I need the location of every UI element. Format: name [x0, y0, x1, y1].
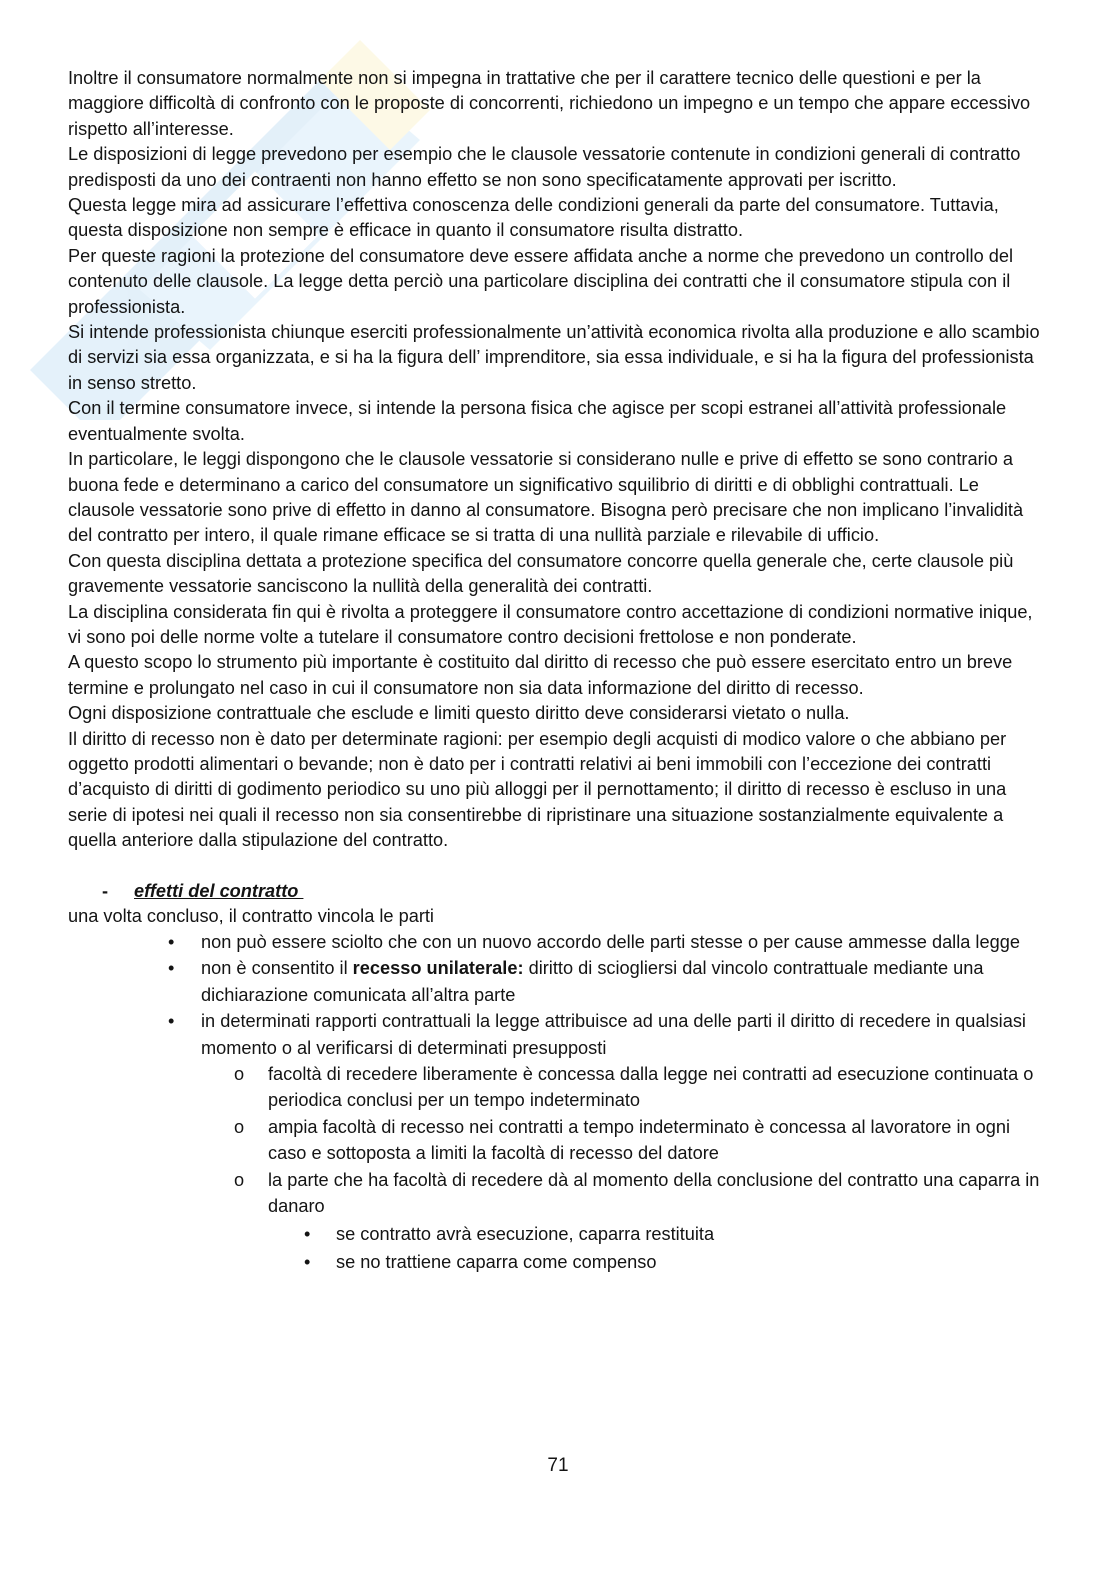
list-item — [68, 955, 1048, 1008]
paragraph: Con il termine consumatore invece, si intende la persona fisica che agisce per scopi estranei all’attività professionale eventualmente svolta. — [68, 398, 1007, 444]
paragraph: Questa legge mira ad assicurare l’effettiva conoscenza delle condizioni generali da parte del consumatore. Tuttavia, questa disposizione non sempre è efficace in quanto il consumatore risulta distratto. — [68, 195, 999, 241]
circle-bullet-icon: o — [234, 1064, 245, 1085]
sub-list-item — [68, 1061, 1048, 1114]
list-item — [68, 1008, 1048, 1061]
bullet-icon: • — [168, 958, 175, 979]
sub-bullet-list — [68, 1061, 1048, 1219]
sub-sub-list-item — [68, 1220, 1048, 1248]
sub-sub-list-item-text: se no trattiene caparra come compenso — [336, 1252, 657, 1273]
sub-sub-list-item — [68, 1248, 1048, 1276]
paragraph: In particolare, le leggi dispongono che le clausole vessatorie si considerano nulle e prive di effetto se sono contrario a buona fede e determinano a carico del consumatore un significativo squilibrio di diritti e di obblighi contrattuali. Le clausole vessatorie sono prive di effetto in danno al consumatore. Bisogna però precisare che non implicano l’invalidità del contratto per intero, il quale rimane efficace se si tratta di una nullità parziale e rilevabile di ufficio. — [68, 449, 1024, 546]
sub-list-item-text: facoltà di recedere liberamente è concessa dalla legge nei contratti ad esecuzione continuata o periodica conclusi per un tempo indeterminato — [268, 1064, 1034, 1111]
section-intro: una volta concluso, il contratto vincola le parti — [68, 905, 434, 926]
document-body — [68, 66, 1048, 1276]
section-heading — [68, 879, 1048, 904]
paragraph: Il diritto di recesso non è dato per determinate ragioni: per esempio degli acquisti di modico valore o che abbiano per oggetto prodotti alimentari o bevande; non è dato per i contratti relativi ai beni immobili con l’eccezione dei contratti d’acquisto di diritti di godimento periodico su uno più alloggi per il pernottamento; il diritto di recesso è escluso in una serie di ipotesi nei quali il recesso non sia consentirebbe di ripristinare una situazione sostanzialmente equivalente a quella anteriore dalla stipulazione del contratto. — [68, 728, 1007, 851]
list-item-text-post: diritto di sciogliersi dal vincolo contrattuale mediante una dichiarazione comunicata all’altra parte — [201, 958, 984, 1005]
circle-bullet-icon: o — [234, 1169, 245, 1190]
bullet-icon: • — [168, 1011, 175, 1032]
list-item-text: non può essere sciolto che con un nuovo accordo delle parti stesse o per cause ammesse dalla legge — [201, 932, 1020, 952]
paragraph: Inoltre il consumatore normalmente non si impegna in trattative che per il carattere tecnico delle questioni e per la maggiore difficoltà di confronto con le proposte di concorrenti, richiedono un impegno e un tempo che appare eccessivo rispetto all’interesse. — [68, 68, 1031, 139]
list-item-bold-term: recesso unilaterale: — [352, 958, 524, 979]
paragraph: A questo scopo lo strumento più importante è costituito dal diritto di recesso che può essere esercitato entro un breve termine e prolungato nel caso in cui il consumatore non sia data informazione del diritto di recesso. — [68, 652, 1013, 698]
list-item — [68, 929, 1048, 955]
sub-list-item — [68, 1114, 1048, 1167]
sub-sub-bullet-list — [68, 1220, 1048, 1276]
page-number: 71 — [547, 1455, 569, 1476]
section-title: effetti del contratto — [134, 880, 304, 901]
bullet-list — [68, 929, 1048, 1061]
circle-bullet-icon: o — [234, 1116, 245, 1137]
paragraph: La disciplina considerata fin qui è rivolta a proteggere il consumatore contro accettazione di condizioni normative inique, vi sono poi delle norme volte a tutelare il consumatore contro decisioni frettolose e non ponderate. — [68, 601, 1033, 647]
bullet-icon: • — [304, 1252, 311, 1273]
bullet-icon: • — [168, 932, 175, 952]
section-dash: - — [102, 880, 109, 901]
paragraph: Ogni disposizione contrattuale che esclude e limiti questo diritto deve considerarsi vietato o nulla. — [68, 703, 850, 724]
paragraph: Per queste ragioni la protezione del consumatore deve essere affidata anche a norme che prevedono un controllo del contenuto delle clausole. La legge detta perciò una particolare disciplina dei contratti che il consumatore stipula con il professionista. — [68, 245, 1014, 317]
paragraph: Con questa disciplina dettata a protezione specifica del consumatore concorre quella generale che, certe clausole più gravemente vessatorie sanciscono la nullità della generalità dei contratti. — [68, 550, 1014, 597]
list-item-text: in determinati rapporti contrattuali la legge attribuisce ad una delle parti il diritto di recedere in qualsiasi momento o al verificarsi di determinati presupposti — [201, 1011, 1026, 1058]
bullet-icon: • — [304, 1224, 311, 1245]
paragraph: Si intende professionista chiunque eserciti professionalmente un’attività economica rivolta alla produzione e allo scambio di servizi sia essa organizzata, e si ha la figura dell’ imprenditore, sia essa individuale, e si ha la figura del professionista in senso stretto. — [68, 322, 1040, 393]
sub-list-item-text: ampia facoltà di recesso nei contratti a tempo indeterminato è concessa al lavoratore in ogni caso e sottoposta a limiti la facoltà di recesso del datore — [268, 1116, 1011, 1164]
sub-sub-list-item-text: se contratto avrà esecuzione, caparra restituita — [336, 1224, 715, 1245]
paragraph: Le disposizioni di legge prevedono per esempio che le clausole vessatorie contenute in condizioni generali di contratto predisposti da uno dei contraenti non hanno effetto se non sono specificatamente approvati per iscritto. — [68, 144, 1021, 190]
sub-list-item — [68, 1167, 1048, 1220]
sub-list-item-text: la parte che ha facoltà di recedere dà al momento della conclusione del contratto una caparra in danaro — [268, 1169, 1040, 1217]
list-item-text-pre: non è consentito il — [201, 958, 353, 979]
